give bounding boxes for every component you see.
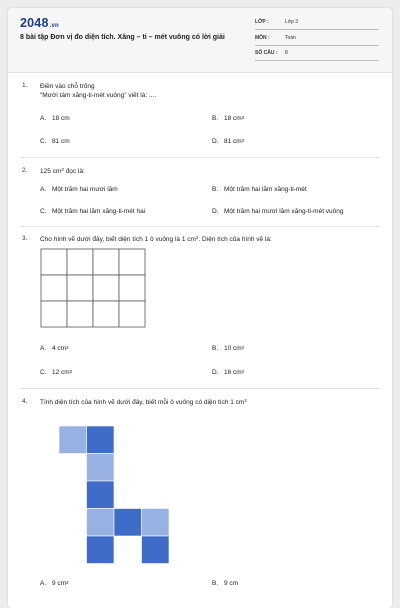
grid-cell — [119, 301, 145, 327]
class-label: LỚP : — [255, 19, 269, 25]
question-2-option-b[interactable]: B. Một trăm hai lăm xăng-ti-mét — [212, 186, 307, 193]
subject-field — [255, 33, 379, 46]
site-logo[interactable]: 2048.vn — [20, 16, 59, 30]
question-3-option-c[interactable]: C. 12 $cm^2$ — [40, 369, 73, 376]
question-4-shape-figure — [58, 425, 170, 565]
grid-cell — [119, 275, 145, 301]
question-count-field — [255, 48, 379, 61]
question-1-line-1: Điền vào chỗ trống — [40, 83, 95, 90]
question-2-text: 125 $cm^2$ đọc là: — [40, 167, 85, 175]
question-1-option-b[interactable]: B. 18 $cm^2$ — [212, 115, 245, 122]
question-4-option-b[interactable]: B. 9 cm — [212, 580, 239, 587]
question-1-text — [40, 82, 156, 100]
grid-cell — [67, 275, 93, 301]
question-2-option-c[interactable]: C. Một trăm hai lăm xăng-ti-mét hai — [40, 208, 146, 215]
shape-cell-dark — [114, 509, 142, 537]
grid-cell — [119, 249, 145, 275]
grid-cell — [67, 301, 93, 327]
shape-cell-dark — [142, 536, 170, 564]
question-1-option-d[interactable]: D. 81 $cm^2$ — [212, 138, 245, 145]
subject-label: MÔN : — [255, 35, 270, 41]
question-3-option-a[interactable]: A. 4 $cm^2$ — [40, 345, 69, 352]
grid-cell — [67, 249, 93, 275]
question-1-option-a[interactable]: A. 18 cm — [40, 115, 70, 122]
grid-cell — [93, 301, 119, 327]
shape-cell-dark — [87, 481, 115, 509]
question-2-option-d[interactable]: D. Một trăm hai mươi lăm xăng-ti-mét vuông — [212, 208, 344, 215]
question-divider — [20, 157, 380, 158]
question-1-option-c[interactable]: C. 81 cm — [40, 138, 70, 145]
question-3-number: 3. — [22, 235, 28, 242]
question-4-text: Tính diện tích của hình vẽ dưới đây, biết mỗi ô vuông có diện tích 1 $cm^2$ — [40, 398, 247, 406]
question-1-number: 1. — [22, 82, 28, 89]
question-2-number: 2. — [22, 167, 28, 174]
shape-cell-dark — [87, 536, 115, 564]
shape-cell-dark — [87, 426, 115, 454]
shape-cell-light — [59, 426, 87, 454]
question-count-label: SỐ CÂU : — [255, 50, 278, 56]
grid-cell — [93, 249, 119, 275]
grid-cell — [41, 301, 67, 327]
question-3-option-d[interactable]: D. 16 $cm^2$ — [212, 369, 245, 376]
question-divider — [20, 388, 380, 389]
worksheet-page — [8, 8, 392, 608]
question-3-text: Cho hình vẽ dưới đây, biết diện tích 1 ô vuông là 1 $cm^2$. Diện tích của hình vẽ là: — [40, 235, 272, 243]
shape-cell-light — [87, 509, 115, 537]
class-field — [255, 17, 379, 30]
grid-cell — [41, 275, 67, 301]
document-title: 8 bài tập Đơn vị đo diện tích. Xăng – ti – mét vuông có lời giải — [20, 34, 225, 41]
question-1-line-2: "Mười tám xăng-ti-mét vuông" viết là: .... — [40, 92, 157, 99]
shape-cell-light — [87, 454, 115, 482]
shape-cell-light — [142, 509, 170, 537]
class-value: Lớp 3 — [285, 19, 299, 25]
grid-cell — [41, 249, 67, 275]
question-count-value: 8 — [285, 50, 288, 56]
question-3-option-b[interactable]: B. 10 $cm^2$ — [212, 345, 245, 352]
grid-cell — [93, 275, 119, 301]
question-2-option-a[interactable]: A. Một trăm hai mươi lăm — [40, 186, 118, 193]
site-logo-domain: .vn — [49, 23, 59, 29]
worksheet-header — [8, 8, 392, 73]
question-4-option-a[interactable]: A. 9 $cm^2$ — [40, 580, 69, 587]
question-3-grid-figure — [40, 248, 148, 330]
question-4-number: 4. — [22, 398, 28, 405]
subject-value: Toán — [285, 35, 296, 41]
question-divider — [20, 226, 380, 227]
